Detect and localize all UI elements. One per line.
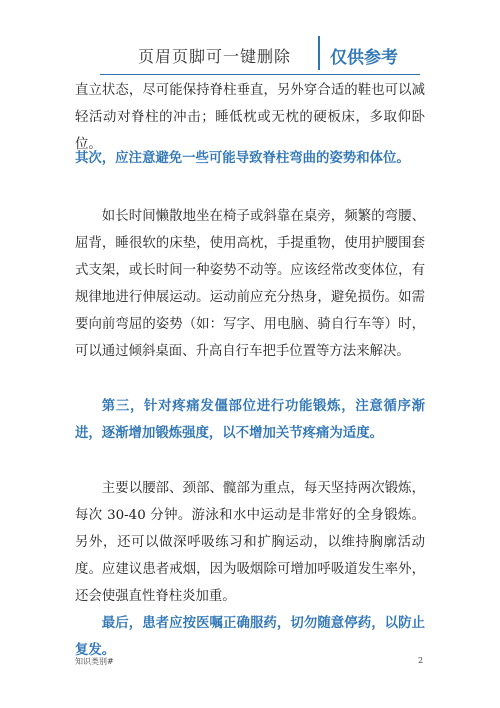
paragraph-2: 如长时间懒散地坐在椅子或斜靠在桌旁，频繁的弯腰、屈背，睡很软的床垫，使用高枕，手提重物，使用护腰围套式支架，或长时间一种姿势不动等。应该经常改变体位，有规律地进行伸展运动。运动前应充分热身，避免损伤。如需要向前弯屈的姿势（如：写字、用电脑、骑自行车等）时，可以通过倾斜桌面、升高自行车把手位置等方法来解决。 (75, 209, 425, 359)
page-header (100, 34, 420, 74)
paragraph-1: 直立状态，尽可能保持脊柱垂直，另外穿合适的鞋也可以减轻活动对脊柱的冲击；睡低枕或无枕的硬板床，多取仰卧位。 (75, 83, 425, 152)
section-heading-2: 其次，应注意避免一些可能导致脊柱弯曲的姿势和体位。 (75, 150, 410, 166)
heading-4-block (75, 610, 425, 664)
header-divider (318, 36, 320, 70)
header-left-text: 页眉页脚可一键删除 (138, 47, 292, 66)
paragraph-2-block (75, 203, 425, 365)
section-heading-4: 最后，患者应按医嘱正确服药，切勿随意停药，以防止复发。 (75, 615, 425, 658)
header-right-text: 仅供参考 (330, 48, 398, 68)
header-underline (100, 74, 420, 75)
heading-2-block (75, 145, 425, 172)
heading-3-block (75, 393, 425, 447)
paragraph-3-block (75, 475, 425, 610)
footer-category: 知识类别# (75, 657, 114, 666)
paragraph-3: 主要以腰部、颈部、髋部为重点，每天坚持两次锻炼，每次 30-40 分钟。游泳和水中运动是非常好的全身锻炼。另外，还可以做深呼吸练习和扩胸运动，以维持胸廓活动度。应建议患者戒烟，因为吸烟除可增加呼吸道发生率外，还会使强直性脊柱炎加重。 (75, 481, 425, 604)
page-number: 2 (418, 656, 424, 665)
section-heading-3: 第三，针对疼痛发僵部位进行功能锻炼，注意循序渐进，逐渐增加锻炼强度，以不增加关节疼痛为适度。 (75, 398, 425, 441)
